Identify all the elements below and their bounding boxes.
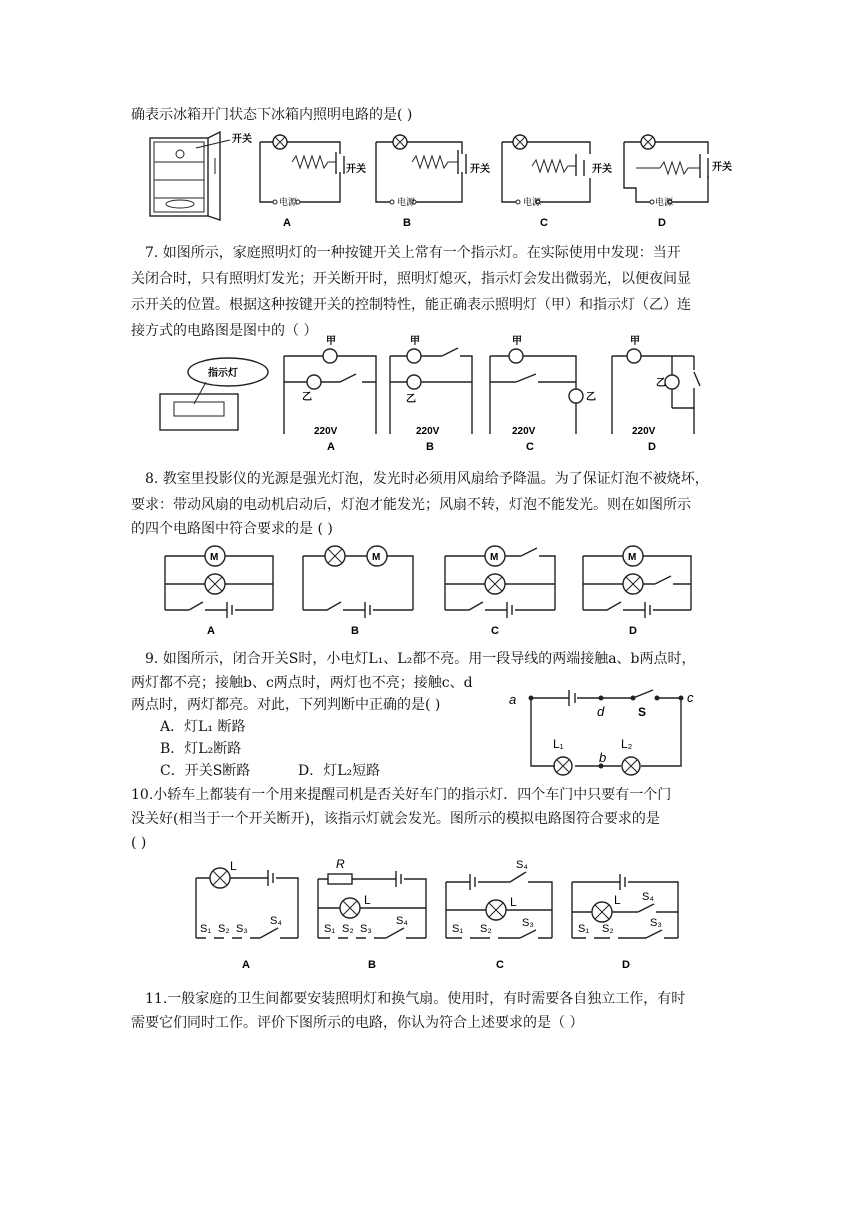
q9-figure xyxy=(505,686,705,782)
q8-circuit-d xyxy=(583,546,691,637)
svg-text:A: A xyxy=(327,441,335,453)
q10-figure xyxy=(190,852,690,976)
q9-line-2: 两灯都不亮；接触b、c两点时，两灯也不亮；接触c、d xyxy=(131,675,473,691)
svg-text:S₂: S₂ xyxy=(342,923,354,935)
q9-option-a: A．灯L₁ 断路 xyxy=(160,719,246,735)
svg-text:S₃: S₃ xyxy=(236,923,248,935)
svg-text:B: B xyxy=(368,959,376,971)
svg-text:电源: 电源 xyxy=(279,197,298,207)
svg-text:S₂: S₂ xyxy=(218,923,230,935)
q7-line-4: 接方式的电路图是图中的（ ） xyxy=(131,323,318,339)
svg-text:d: d xyxy=(597,704,605,719)
q10-line-1: 10.小轿车上都装有一个用来提醒司机是否关好车门的指示灯．四个车门中只要有一个门 xyxy=(131,787,672,803)
svg-text:D: D xyxy=(648,441,656,453)
svg-text:C: C xyxy=(496,959,504,971)
q8-circuit-c xyxy=(445,546,555,637)
svg-text:M: M xyxy=(490,552,499,563)
q7-circuit-d xyxy=(612,335,700,453)
q7-circuit-b xyxy=(390,335,472,453)
q10-circuit-d xyxy=(572,874,678,971)
svg-text:S₃: S₃ xyxy=(522,917,534,929)
svg-text:S₄: S₄ xyxy=(516,859,528,871)
svg-text:220V: 220V xyxy=(512,426,536,437)
svg-text:S₁: S₁ xyxy=(452,923,464,935)
svg-text:S: S xyxy=(638,705,647,719)
svg-text:S₂: S₂ xyxy=(602,923,614,935)
svg-text:电源: 电源 xyxy=(655,197,674,207)
svg-text:S₁: S₁ xyxy=(324,923,336,935)
svg-text:开关: 开关 xyxy=(346,164,366,175)
q7-line-2: 关闭合时，只有照明灯发光；开关断开时，照明灯熄灭，指示灯会发出微弱光，以便夜间显 xyxy=(131,271,691,287)
q9-line-1: 9. 如图所示，闭合开关S时，小电灯L₁、L₂都不亮。用一段导线的两端接触a、b两点时， xyxy=(145,651,696,667)
svg-text:D: D xyxy=(658,217,666,229)
svg-text:甲: 甲 xyxy=(512,336,522,347)
q9-option-d: D．灯L₂短路 xyxy=(298,763,381,779)
svg-text:M: M xyxy=(628,552,637,563)
q7-line-1: 7. 如图所示，家庭照明灯的一种按键开关上常有一个指示灯。在实际使用中发现：当开 xyxy=(145,245,681,261)
q6-circuit-b xyxy=(376,135,490,229)
q7-figure xyxy=(150,330,710,454)
svg-text:B: B xyxy=(426,441,434,453)
svg-text:乙: 乙 xyxy=(302,392,312,403)
svg-text:甲: 甲 xyxy=(410,336,420,347)
q9-option-c: C．开关S断路 xyxy=(160,763,251,779)
svg-text:C: C xyxy=(540,217,548,229)
svg-text:S₃: S₃ xyxy=(360,923,372,935)
q7-circuit-a xyxy=(284,335,376,453)
q10-circuit-b xyxy=(318,857,426,971)
svg-text:乙: 乙 xyxy=(406,394,416,405)
svg-text:B: B xyxy=(403,217,411,229)
q10-line-2: 没关好(相当于一个开关断开)，该指示灯就会发光。图所示的模拟电路图符合要求的是 xyxy=(131,811,660,827)
svg-text:开关: 开关 xyxy=(232,134,252,145)
q8-line-3: 的四个电路图中符合要求的是 ( ) xyxy=(131,521,333,537)
svg-text:S₁: S₁ xyxy=(200,923,212,935)
q9-option-b: B．灯L₂断路 xyxy=(160,741,242,757)
q10-line-3: ( ) xyxy=(131,835,147,851)
svg-text:M: M xyxy=(372,552,381,563)
q10-circuit-a xyxy=(196,859,298,971)
svg-text:C: C xyxy=(526,441,534,453)
svg-text:甲: 甲 xyxy=(326,336,336,347)
svg-text:电源: 电源 xyxy=(397,197,416,207)
q9-line-3: 两点时，两灯都亮。对此，下列判断中正确的是( ) xyxy=(131,697,441,713)
fridge-illustration xyxy=(150,132,252,220)
svg-text:L: L xyxy=(614,893,621,907)
svg-text:b: b xyxy=(599,750,607,765)
svg-text:L₂: L₂ xyxy=(621,737,633,751)
svg-text:S₃: S₃ xyxy=(650,917,662,929)
svg-text:开关: 开关 xyxy=(592,164,612,175)
svg-text:L: L xyxy=(230,859,237,873)
q10-circuit-c xyxy=(446,859,552,971)
q7-circuit-c xyxy=(490,335,596,453)
q8-circuit-b xyxy=(303,546,413,637)
svg-text:指示灯: 指示灯 xyxy=(208,368,238,379)
switch-illustration xyxy=(160,358,268,430)
svg-text:A: A xyxy=(207,625,215,637)
q6-text: 确表示冰箱开门状态下冰箱内照明电路的是( ) xyxy=(131,107,413,123)
svg-text:A: A xyxy=(242,959,250,971)
svg-text:220V: 220V xyxy=(632,426,656,437)
svg-text:S₄: S₄ xyxy=(396,915,408,927)
svg-text:a: a xyxy=(509,692,517,707)
svg-text:220V: 220V xyxy=(416,426,440,437)
svg-text:L₁: L₁ xyxy=(553,737,564,751)
svg-text:开关: 开关 xyxy=(712,162,732,173)
svg-text:R: R xyxy=(336,857,345,871)
q8-line-1: 8. 教室里投影仪的光源是强光灯泡，发光时必须用风扇给予降温。为了保证灯泡不被烧坏， xyxy=(145,471,709,487)
svg-text:开关: 开关 xyxy=(470,164,490,175)
q6-circuit-d xyxy=(624,135,732,229)
svg-text:L: L xyxy=(510,895,517,909)
svg-text:c: c xyxy=(687,690,694,705)
svg-text:乙: 乙 xyxy=(586,392,596,403)
q7-line-3: 示开关的位置。根据这种按键开关的控制特性，能正确表示照明灯（甲）和指示灯（乙）连 xyxy=(131,297,691,313)
svg-text:C: C xyxy=(491,625,499,637)
svg-text:甲: 甲 xyxy=(630,336,640,347)
svg-text:S₂: S₂ xyxy=(480,923,492,935)
svg-text:B: B xyxy=(351,625,359,637)
svg-text:L: L xyxy=(364,893,371,907)
q8-line-2: 要求：带动风扇的电动机启动后，灯泡才能发光；风扇不转，灯泡不能发光。则在如图所示 xyxy=(131,497,691,513)
svg-text:S₄: S₄ xyxy=(270,915,282,927)
q11-line-1: 11.一般家庭的卫生间都要安装照明灯和换气扇。使用时，有时需要各自独立工作，有时 xyxy=(145,991,686,1007)
svg-text:S₄: S₄ xyxy=(642,891,654,903)
svg-text:D: D xyxy=(622,959,630,971)
q8-figure xyxy=(155,540,715,640)
q6-figure xyxy=(140,128,740,232)
q11-line-2: 需要它们同时工作。评价下图所示的电路，你认为符合上述要求的是（ ） xyxy=(131,1015,584,1031)
svg-text:D: D xyxy=(629,625,637,637)
svg-text:A: A xyxy=(283,217,291,229)
q6-circuit-c xyxy=(502,135,612,229)
q8-circuit-a xyxy=(165,546,273,637)
svg-text:220V: 220V xyxy=(314,426,338,437)
svg-text:乙: 乙 xyxy=(656,378,666,389)
svg-text:M: M xyxy=(210,552,219,563)
svg-text:电源: 电源 xyxy=(523,197,542,207)
q6-circuit-a xyxy=(260,135,366,229)
svg-text:S₁: S₁ xyxy=(578,923,590,935)
